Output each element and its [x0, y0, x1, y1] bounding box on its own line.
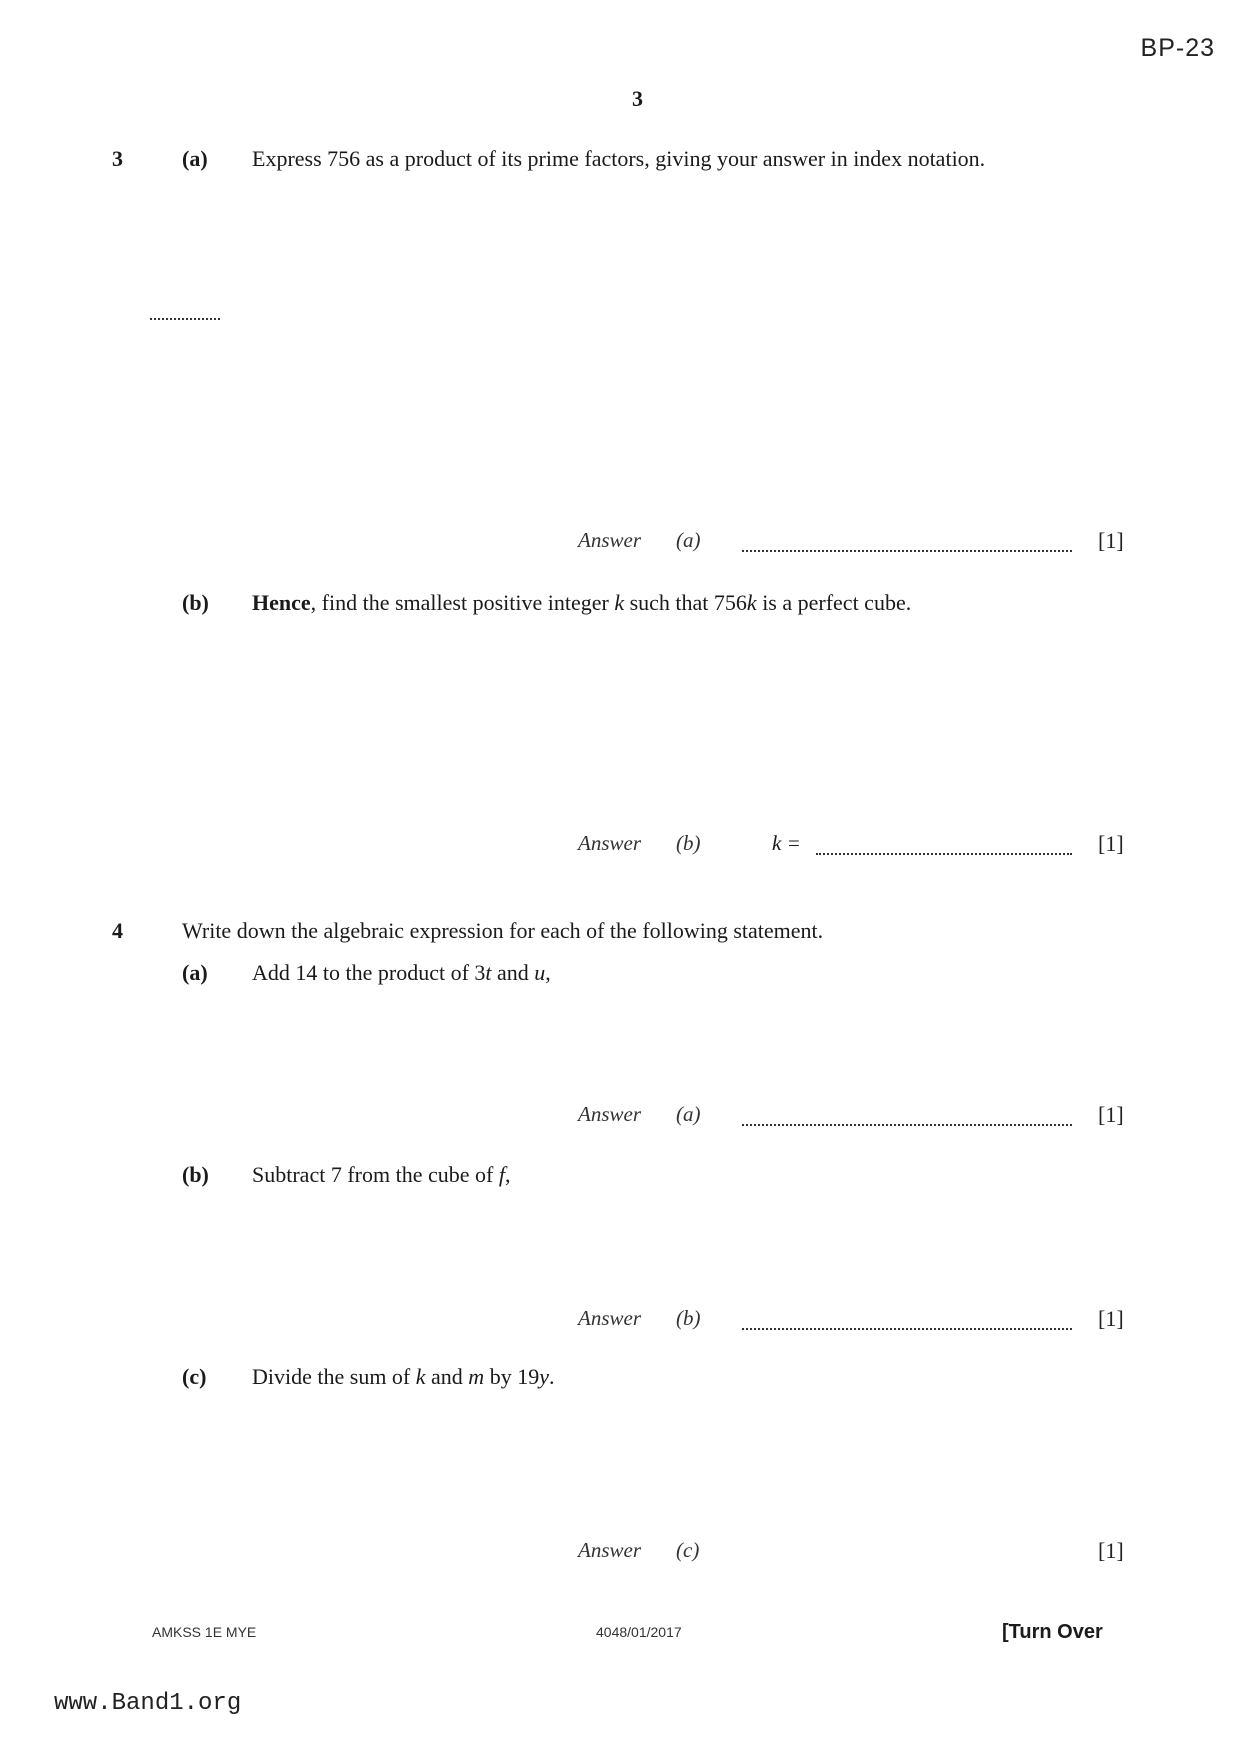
- page-number: 3: [632, 86, 643, 111]
- question-4a-text: [252, 960, 551, 986]
- variable-t: t: [485, 960, 492, 985]
- question-3b-label: (b): [182, 590, 209, 615]
- answer-4b-label: Answer: [578, 1306, 641, 1330]
- footer-school: AMKSS 1E MYE: [152, 1624, 257, 1640]
- answer-4c-label: Answer: [578, 1538, 641, 1562]
- marks-4c: [1]: [1098, 1538, 1124, 1563]
- question-3b-text-pre: , find the smallest positive integer: [310, 590, 615, 615]
- question-4a-text-post: ,: [545, 960, 551, 985]
- variable-y: y: [539, 1364, 549, 1389]
- question-4c-text-post: .: [548, 1364, 555, 1389]
- question-4a-text-pre: Add 14 to the product of 3: [252, 960, 486, 985]
- answer-3b-part: (b): [676, 831, 701, 855]
- question-3-number: 3: [112, 146, 123, 171]
- variable-f: f: [498, 1162, 505, 1187]
- answer-3b-label: Answer: [578, 831, 641, 855]
- variable-u: u: [534, 960, 546, 985]
- answer-4c-part: (c): [676, 1538, 700, 1562]
- question-4-number: 4: [112, 918, 123, 943]
- question-3a-text: Express 756 as a product of its prime factors, giving your answer in index notation.: [252, 146, 986, 171]
- marks-3b: [1]: [1098, 831, 1124, 856]
- question-4c-text-mid2: by 19: [484, 1364, 540, 1389]
- answer-3a-label: Answer: [578, 528, 641, 552]
- question-4b-label: (b): [182, 1162, 209, 1187]
- question-3b-text-post: is a perfect cube.: [756, 590, 912, 615]
- question-3b-text: [252, 590, 911, 616]
- question-4-intro: Write down the algebraic expression for each of the following statement.: [182, 918, 824, 943]
- answer-4a-part: (a): [676, 1102, 701, 1126]
- marks-4a: [1]: [1098, 1102, 1124, 1127]
- answer-3b-line[interactable]: [816, 853, 1072, 855]
- question-4b-text-pre: Subtract 7 from the cube of: [252, 1162, 499, 1187]
- question-4b-text-post: ,: [504, 1162, 511, 1187]
- question-4c-label: (c): [182, 1364, 207, 1389]
- question-4a-label: (a): [182, 960, 208, 985]
- footer-paper-code: 4048/01/2017: [596, 1624, 682, 1640]
- marks-3a: [1]: [1098, 528, 1124, 553]
- document-code: BP-23: [1140, 34, 1215, 62]
- answer-4a-line[interactable]: [742, 1124, 1072, 1126]
- question-4c-text: [252, 1364, 554, 1390]
- answer-3b-prefix: k =: [772, 831, 801, 855]
- question-3b-text-mid: such that 756: [624, 590, 747, 615]
- website-watermark: www.Band1.org: [54, 1690, 242, 1717]
- answer-4b-part: (b): [676, 1306, 701, 1330]
- question-4c-text-mid: and: [425, 1364, 469, 1389]
- question-4b-text: [252, 1162, 510, 1188]
- variable-k-c: k: [415, 1364, 426, 1389]
- answer-4a-label: Answer: [578, 1102, 641, 1126]
- variable-k: k: [614, 590, 625, 615]
- question-4a-text-mid: and: [491, 960, 535, 985]
- margin-dotted-mark: [150, 318, 220, 320]
- turn-over: [Turn Over: [1002, 1621, 1103, 1643]
- answer-3a-line[interactable]: [742, 550, 1072, 552]
- marks-4b: [1]: [1098, 1306, 1124, 1331]
- question-3a-label: (a): [182, 146, 208, 171]
- answer-3a-part: (a): [676, 528, 701, 552]
- hence-keyword: Hence: [252, 590, 311, 615]
- answer-4b-line[interactable]: [742, 1328, 1072, 1330]
- variable-m: m: [468, 1364, 485, 1389]
- question-4c-text-pre: Divide the sum of: [252, 1364, 416, 1389]
- variable-k-2: k: [746, 590, 757, 615]
